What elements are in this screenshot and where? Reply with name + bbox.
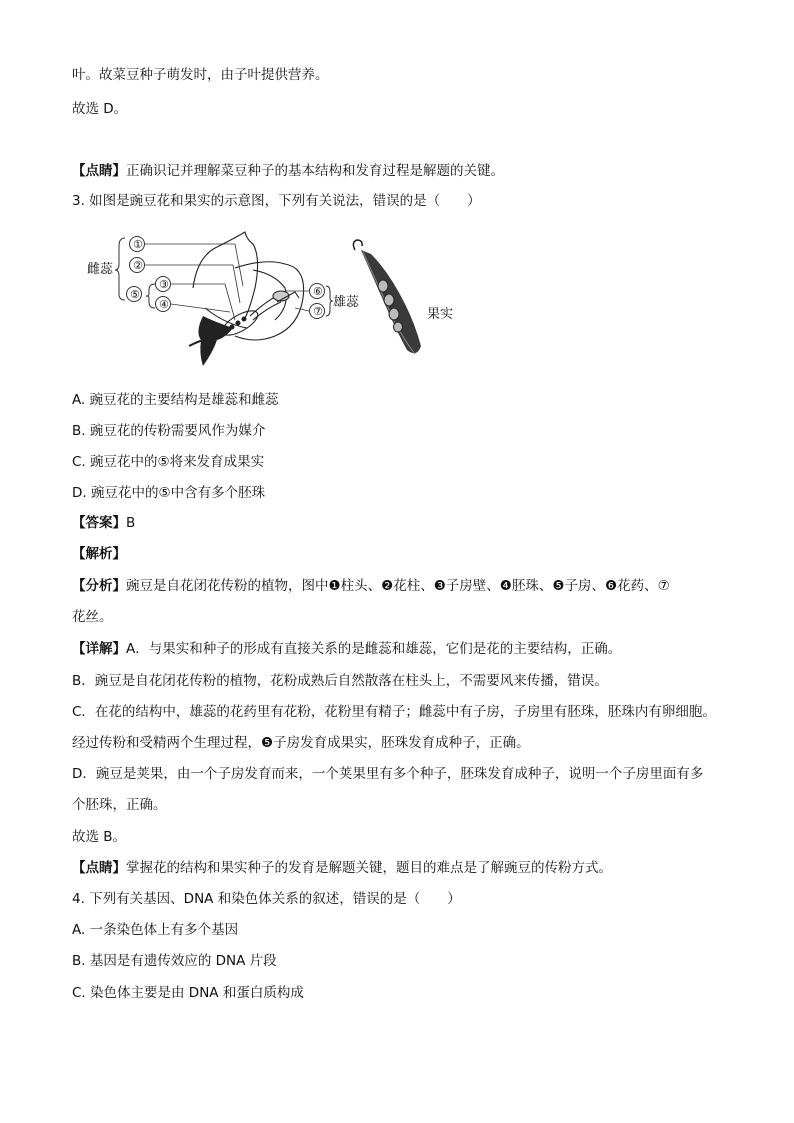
label-pistil: 雌蕊: [87, 262, 114, 277]
answer-line: 【答案】B: [72, 515, 136, 531]
text-line: 【点睛】正确识记并理解菜豆种子的基本结构和发育过程是解题的关键。: [72, 163, 504, 179]
text-line: 【分析】豌豆是自花闭花传粉的植物，图中❶柱头、❷花柱、❸子房壁、❹胚珠、❺子房、❻花药、⑦: [72, 578, 670, 594]
text-line: 个胚珠，正确。: [72, 797, 167, 813]
label-stamen: 雄蕊: [333, 295, 360, 310]
question-3: 3. 如图是豌豆花和果实的示意图，下列有关说法，错误的是（ ）: [72, 193, 481, 209]
label-fruit: 果实: [427, 307, 454, 322]
tag: 【答案】: [72, 515, 126, 531]
option-a: A. 一条染色体上有多个基因: [72, 922, 239, 938]
num-7: ⑦: [313, 305, 323, 318]
text-line: 【点睛】掌握花的结构和果实种子的发育是解题关键，题目的难点是了解豌豆的传粉方式。: [72, 860, 612, 876]
num-4: ④: [159, 298, 169, 311]
text-line: B．豌豆是自花闭花传粉的植物，花粉成熟后自然散落在柱头上，不需要风来传播，错误。: [72, 673, 608, 689]
text-line: 故选 D。: [72, 101, 128, 117]
analysis-heading: [72, 545, 126, 563]
num-5: ⑤: [130, 288, 140, 301]
text-line: 花丝。: [72, 609, 113, 625]
text-line: 经过传粉和受精两个生理过程，❺子房发育成果实，胚珠发育成种子，正确。: [72, 735, 530, 751]
num-3: ③: [159, 278, 169, 291]
tag: 【点睛】: [72, 163, 126, 179]
option-d: D. 豌豆花中的⑤中含有多个胚珠: [72, 485, 266, 501]
num-1: ①: [133, 238, 143, 251]
pea-flower-figure: [85, 228, 475, 370]
option-b: B. 豌豆花的传粉需要风作为媒介: [72, 423, 266, 439]
question-4: 4. 下列有关基因、DNA 和染色体关系的叙述，错误的是（ ）: [72, 891, 461, 907]
tag: 【详解】: [72, 641, 126, 657]
tag: 【点睛】: [72, 860, 126, 876]
text-line: 故选 B。: [72, 829, 127, 845]
tag: 【分析】: [72, 578, 126, 594]
text-line: 叶。故菜豆种子萌发时，由子叶提供营养。: [72, 67, 329, 83]
option-c: C. 染色体主要是由 DNA 和蛋白质构成: [72, 985, 304, 1001]
text-line: C．在花的结构中，雄蕊的花药里有花粉，花粉里有精子；雌蕊中有子房，子房里有胚珠，胚珠内有卵细胞。: [72, 704, 716, 720]
option-b: B. 基因是有遗传效应的 DNA 片段: [72, 953, 277, 969]
option-a: A. 豌豆花的主要结构是雄蕊和雌蕊: [72, 392, 279, 408]
tag: 【解析】: [72, 546, 126, 562]
text-line: D．豌豆是荚果，由一个子房发育而来，一个荚果里有多个种子，胚珠发育成种子，说明一个子房里面有多: [72, 766, 704, 782]
pea-pod-drawing: [353, 240, 421, 354]
num-2: ②: [133, 259, 143, 272]
option-c: C. 豌豆花中的⑤将来发育成果实: [72, 454, 265, 470]
text-line: 【详解】A．与果实和种子的形成有直接关系的是雌蕊和雄蕊，它们是花的主要结构，正确。: [72, 641, 622, 657]
num-6: ⑥: [313, 285, 323, 298]
